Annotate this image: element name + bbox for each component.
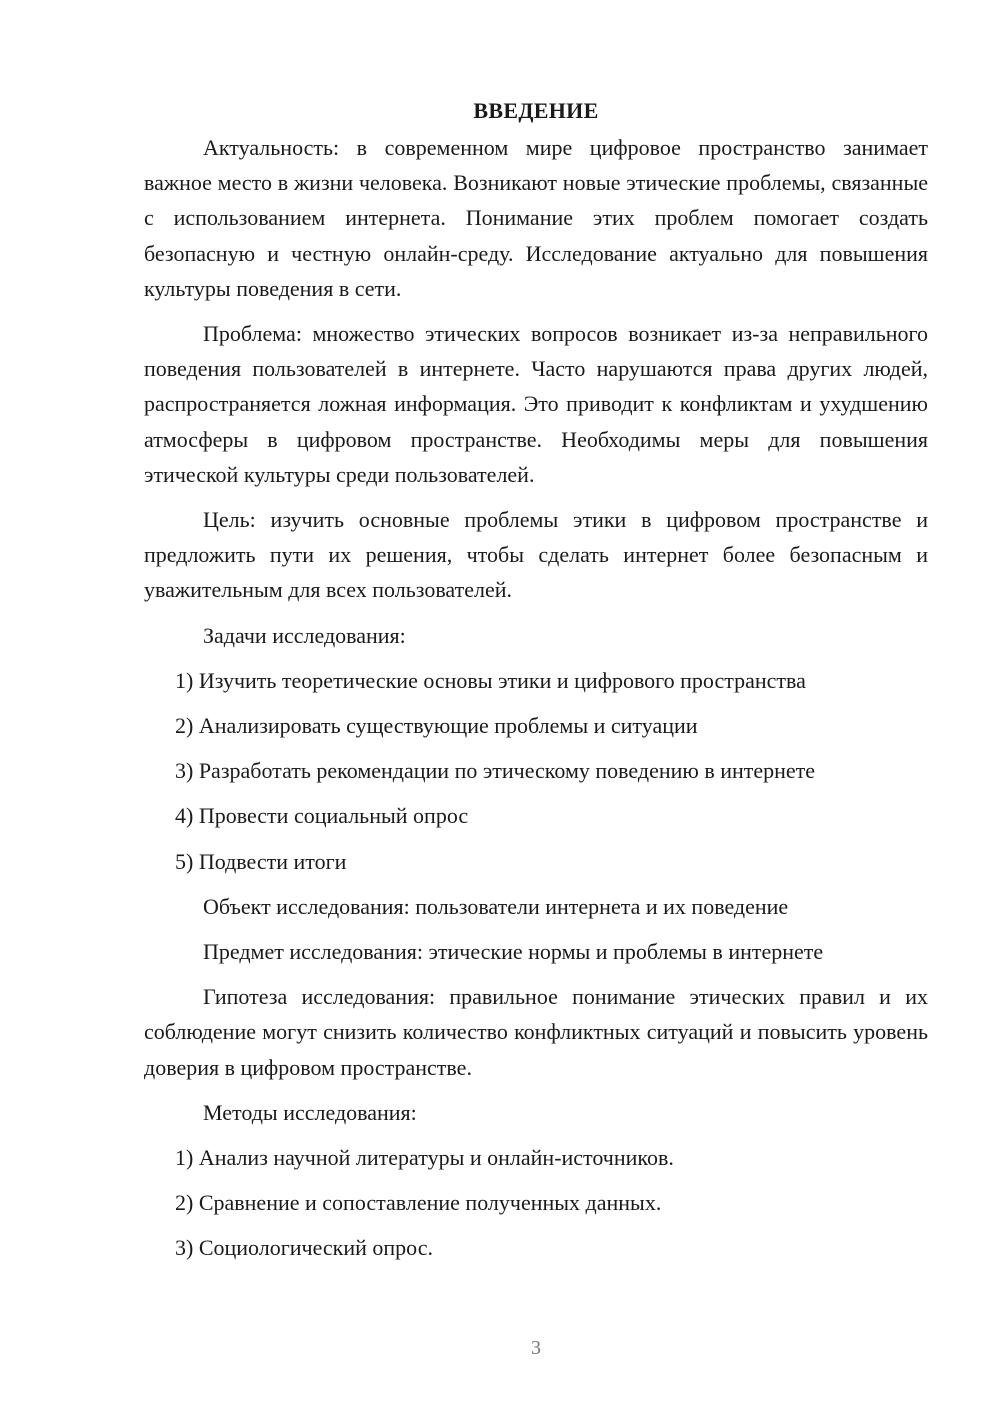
- methods-list: [144, 1140, 928, 1266]
- goal-paragraph: Цель: изучить основные проблемы этики в цифровом пространстве и предложить пути их решения, чтобы сделать интернет более безопасным и уважительным для всех пользователей.: [144, 507, 928, 603]
- list-item-task: 1) Изучить теоретические основы этики и цифрового пространства: [175, 667, 806, 693]
- list-item-task: 4) Провести социальный опрос: [175, 803, 469, 829]
- tasks-list: [144, 663, 928, 879]
- methods-heading: Методы исследования:: [203, 1099, 417, 1125]
- tasks-heading: Задачи исследования:: [203, 622, 406, 648]
- list-item-method: 2) Сравнение и сопоставление полученных данных.: [175, 1190, 662, 1216]
- hypothesis-paragraph: Гипотеза исследования: правильное понимание этических правил и их соблюдение могут снизить количество конфликтных ситуаций и повысить уровень доверия в цифровом пространстве.: [144, 984, 928, 1080]
- research-object: Объект исследования: пользователи интернета и их поведение: [203, 893, 789, 919]
- relevance-paragraph: Актуальность: в современном мире цифровое пространство занимает важное место в жизни человека. Возникают новые этические проблемы, связанные с использованием интернета. Понимание этих проблем помогает создать безопасную и честную онлайн-среду. Исследование актуально для повышения культуры поведения в сети.: [144, 135, 928, 301]
- list-item-method: 3) Социологический опрос.: [175, 1235, 433, 1261]
- list-item-method: 1) Анализ научной литературы и онлайн-источников.: [175, 1145, 674, 1171]
- list-item-task: 5) Подвести итоги: [175, 848, 347, 874]
- list-item-task: 2) Анализировать существующие проблемы и ситуации: [175, 713, 698, 739]
- research-subject: Предмет исследования: этические нормы и проблемы в интернете: [203, 939, 824, 965]
- page-number: 3: [531, 1337, 541, 1359]
- problem-paragraph: Проблема: множество этических вопросов возникает из-за неправильного поведения пользователей в интернете. Часто нарушаются права других людей, распространяется ложная информация. Это приводит к конфликтам и ухудшению атмосферы в цифровом пространстве. Необходимы меры для повышения этической культуры среди пользователей.: [144, 321, 928, 487]
- page-title: ВВЕДЕНИЕ: [473, 98, 599, 123]
- list-item-task: 3) Разработать рекомендации по этическому поведению в интернете: [175, 758, 816, 784]
- page-content: [144, 96, 928, 1276]
